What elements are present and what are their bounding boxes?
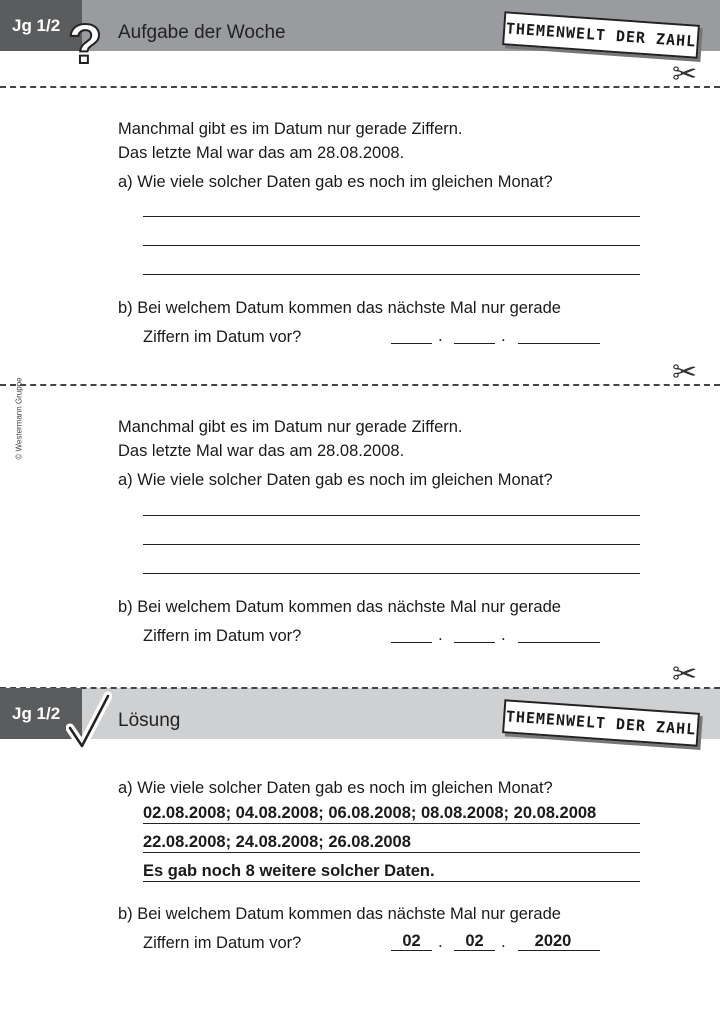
intro-line-1: Manchmal gibt es im Datum nur gerade Ziffern.	[118, 418, 463, 436]
year-blank	[518, 950, 600, 951]
scissors-icon: ✂	[672, 356, 698, 389]
scissors-icon: ✂	[672, 658, 698, 691]
grade-tag: Jg 1/2	[0, 0, 82, 51]
answer-line[interactable]	[143, 245, 640, 246]
solution-year: 2020	[534, 932, 572, 950]
date-separator: .	[438, 326, 443, 345]
solution-question-a: a) Wie viele solcher Daten gab es noch im gleichen Monat?	[118, 779, 553, 797]
solution-answer-line-1: 02.08.2008; 04.08.2008; 06.08.2008; 08.08.2008; 20.08.2008	[143, 804, 597, 822]
year-blank[interactable]	[518, 343, 600, 344]
page-title: Aufgabe der Woche	[118, 22, 286, 43]
question-b-line-2: Ziffern im Datum vor?	[143, 328, 302, 346]
grade-tag: Jg 1/2	[0, 688, 82, 739]
solution-answer-line-2: 22.08.2008; 24.08.2008; 26.08.2008	[143, 833, 411, 851]
question-mark-icon: ?	[68, 12, 103, 75]
themenwelt-stamp: THEMENWELT DER ZAHL	[502, 11, 700, 59]
month-blank	[454, 950, 495, 951]
answer-line	[143, 881, 640, 882]
intro-line-2: Das letzte Mal war das am 28.08.2008.	[118, 144, 405, 162]
solution-title: Lösung	[118, 710, 181, 731]
date-separator: .	[438, 625, 443, 644]
cut-line	[0, 86, 720, 88]
date-separator: .	[438, 932, 443, 951]
solution-month: 02	[465, 932, 484, 950]
answer-line[interactable]	[143, 274, 640, 275]
question-b-line-1: b) Bei welchem Datum kommen das nächste Mal nur gerade	[118, 598, 561, 616]
question-b-line-2: Ziffern im Datum vor?	[143, 627, 302, 645]
date-separator: .	[501, 625, 506, 644]
question-a: a) Wie viele solcher Daten gab es noch im gleichen Monat?	[118, 471, 553, 489]
answer-line[interactable]	[143, 573, 640, 574]
date-separator: .	[501, 932, 506, 951]
copyright-note: © Westermann Gruppe	[14, 377, 24, 460]
checkmark-icon	[66, 690, 112, 754]
question-b-line-1: b) Bei welchem Datum kommen das nächste Mal nur gerade	[118, 299, 561, 317]
solution-question-b-line-1: b) Bei welchem Datum kommen das nächste Mal nur gerade	[118, 905, 561, 923]
intro-line-1: Manchmal gibt es im Datum nur gerade Ziffern.	[118, 120, 463, 138]
cut-line	[0, 384, 720, 386]
day-blank[interactable]	[391, 642, 432, 643]
question-a: a) Wie viele solcher Daten gab es noch im gleichen Monat?	[118, 173, 553, 191]
answer-line	[143, 823, 640, 824]
themenwelt-stamp: THEMENWELT DER ZAHL	[502, 699, 700, 747]
cut-line	[0, 687, 720, 689]
answer-line[interactable]	[143, 515, 640, 516]
answer-line	[143, 852, 640, 853]
scissors-icon: ✂	[672, 58, 698, 91]
intro-line-2: Das letzte Mal war das am 28.08.2008.	[118, 442, 405, 460]
day-blank	[391, 950, 432, 951]
answer-line[interactable]	[143, 216, 640, 217]
solution-answer-line-3: Es gab noch 8 weitere solcher Daten.	[143, 862, 435, 880]
date-separator: .	[501, 326, 506, 345]
month-blank[interactable]	[454, 343, 495, 344]
answer-line[interactable]	[143, 544, 640, 545]
year-blank[interactable]	[518, 642, 600, 643]
solution-question-b-line-2: Ziffern im Datum vor?	[143, 934, 302, 952]
solution-day: 02	[402, 932, 421, 950]
month-blank[interactable]	[454, 642, 495, 643]
day-blank[interactable]	[391, 343, 432, 344]
